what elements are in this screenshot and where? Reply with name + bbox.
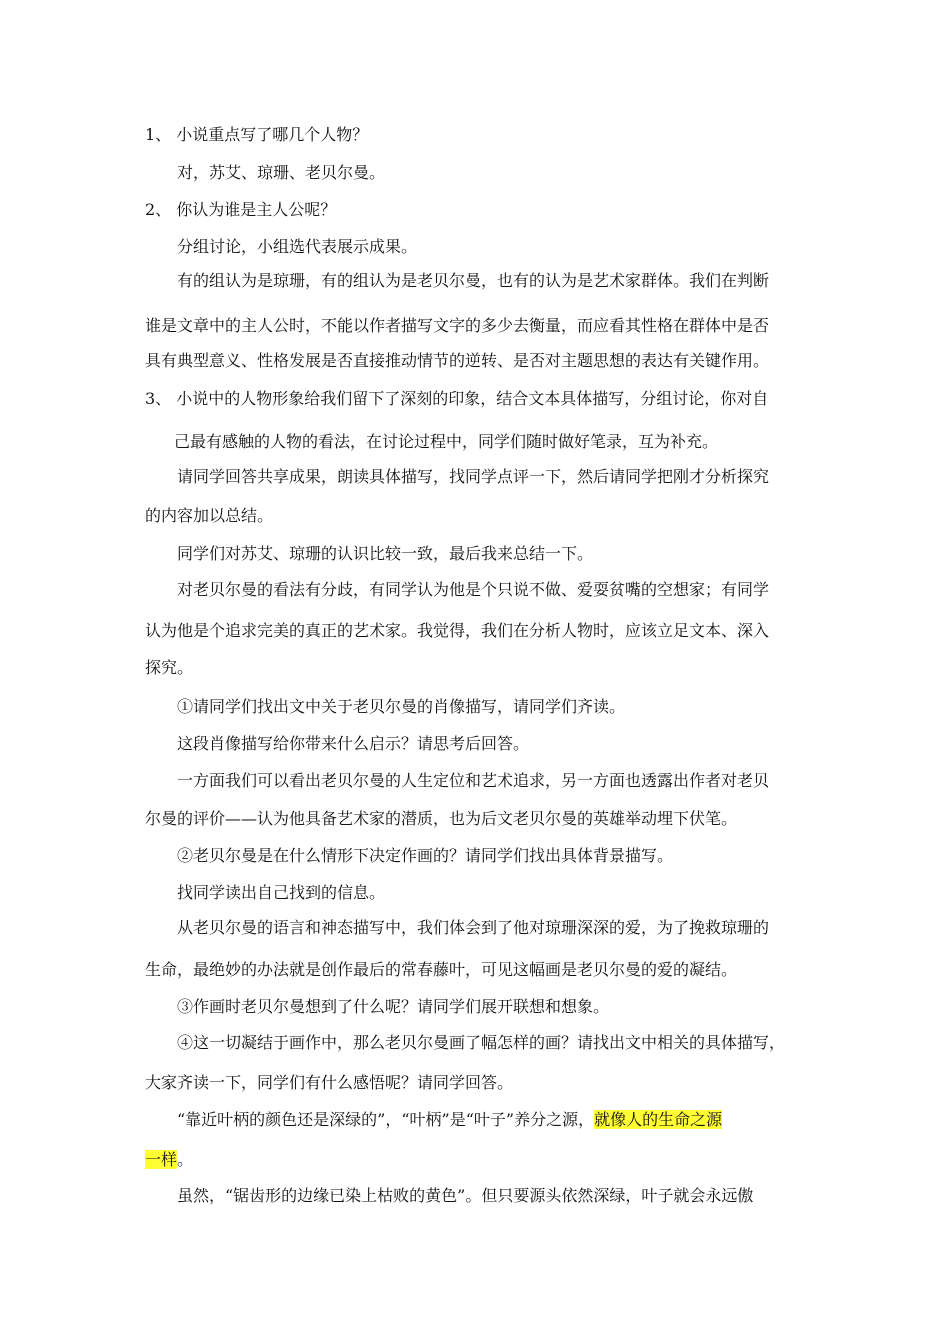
punctuation: 。 <box>177 1150 194 1169</box>
paragraph-line: 对老贝尔曼的看法有分歧，有同学认为他是个只说不做、爱耍贫嘴的空想家；有同学 <box>177 580 770 599</box>
paragraph-line: 己最有感触的人物的看法，在讨论过程中，同学们随时做好笔录，互为补充。 <box>174 432 719 451</box>
paragraph-line: 认为他是个追求完美的真正的艺术家。我觉得，我们在分析人物时，应该立足文本、深入 <box>145 621 770 640</box>
quote-text: “靠近叶柄的颜色还是深绿的”，“叶柄”是“叶子”养分之源， <box>177 1110 595 1129</box>
paragraph-line: 这段肖像描写给你带来什么启示？请思考后回答。 <box>177 734 530 753</box>
paragraph-line: ③作画时老贝尔曼想到了什么呢？请同学们展开联想和想象。 <box>177 997 610 1016</box>
paragraph-line: ②老贝尔曼是在什么情形下决定作画的？请同学们找出具体背景描写。 <box>177 846 674 865</box>
question-3: 3、 小说中的人物形象给我们留下了深刻的印象，结合文本具体描写，分组讨论，你对自 <box>145 389 769 408</box>
question-1: 1、 小说重点写了哪几个人物？ <box>145 125 369 144</box>
paragraph-line: 有的组认为是琼珊，有的组认为是老贝尔曼，也有的认为是艺术家群体。我们在判断 <box>177 271 770 290</box>
paragraph-line: 对，苏艾、琼珊、老贝尔曼。 <box>177 163 386 182</box>
paragraph-line: 谁是文章中的主人公时，不能以作者描写文字的多少去衡量，而应看其性格在群体中是否 <box>145 316 770 335</box>
highlighted-text: 就像人的生命之源 <box>594 1110 723 1129</box>
paragraph-line: 尔曼的评价——认为他具备艺术家的潜质，也为后文老贝尔曼的英雄举动埋下伏笔。 <box>145 809 738 828</box>
quote-line <box>177 1109 722 1131</box>
paragraph-line: 请同学回答共享成果，朗读具体描写，找同学点评一下，然后请同学把刚才分析探究 <box>177 467 770 486</box>
paragraph-line: 找同学读出自己找到的信息。 <box>177 883 386 902</box>
paragraph-line: 从老贝尔曼的语言和神态描写中，我们体会到了他对琼珊深深的爱，为了挽救琼珊的 <box>177 918 770 937</box>
question-2: 2、 你认为谁是主人公呢？ <box>145 200 337 219</box>
paragraph-line: 分组讨论，小组选代表展示成果。 <box>177 237 418 256</box>
paragraph-line: 具有典型意义、性格发展是否直接推动情节的逆转、是否对主题思想的表达有关键作用。 <box>145 351 770 370</box>
paragraph-line: 生命，最绝妙的办法就是创作最后的常春藤叶，可见这幅画是老贝尔曼的爱的凝结。 <box>145 960 738 979</box>
paragraph-line: 探究。 <box>145 658 194 677</box>
highlighted-text: 一样 <box>145 1150 178 1169</box>
paragraph-line: 的内容加以总结。 <box>145 506 274 525</box>
paragraph-line: ④这一切凝结于画作中，那么老贝尔曼画了幅怎样的画？请找出文中相关的具体描写， <box>177 1033 786 1052</box>
paragraph-line: 虽然，“锯齿形的边缘已染上枯败的黄色”。但只要源头依然深绿，叶子就会永远傲 <box>177 1186 754 1205</box>
quote-line <box>145 1149 193 1171</box>
paragraph-line: 一方面我们可以看出老贝尔曼的人生定位和艺术追求，另一方面也透露出作者对老贝 <box>177 771 770 790</box>
paragraph-line: 同学们对苏艾、琼珊的认识比较一致，最后我来总结一下。 <box>177 544 594 563</box>
paragraph-line: ①请同学们找出文中关于老贝尔曼的肖像描写，请同学们齐读。 <box>177 697 626 716</box>
paragraph-line: 大家齐读一下，同学们有什么感悟呢？请同学回答。 <box>145 1073 514 1092</box>
